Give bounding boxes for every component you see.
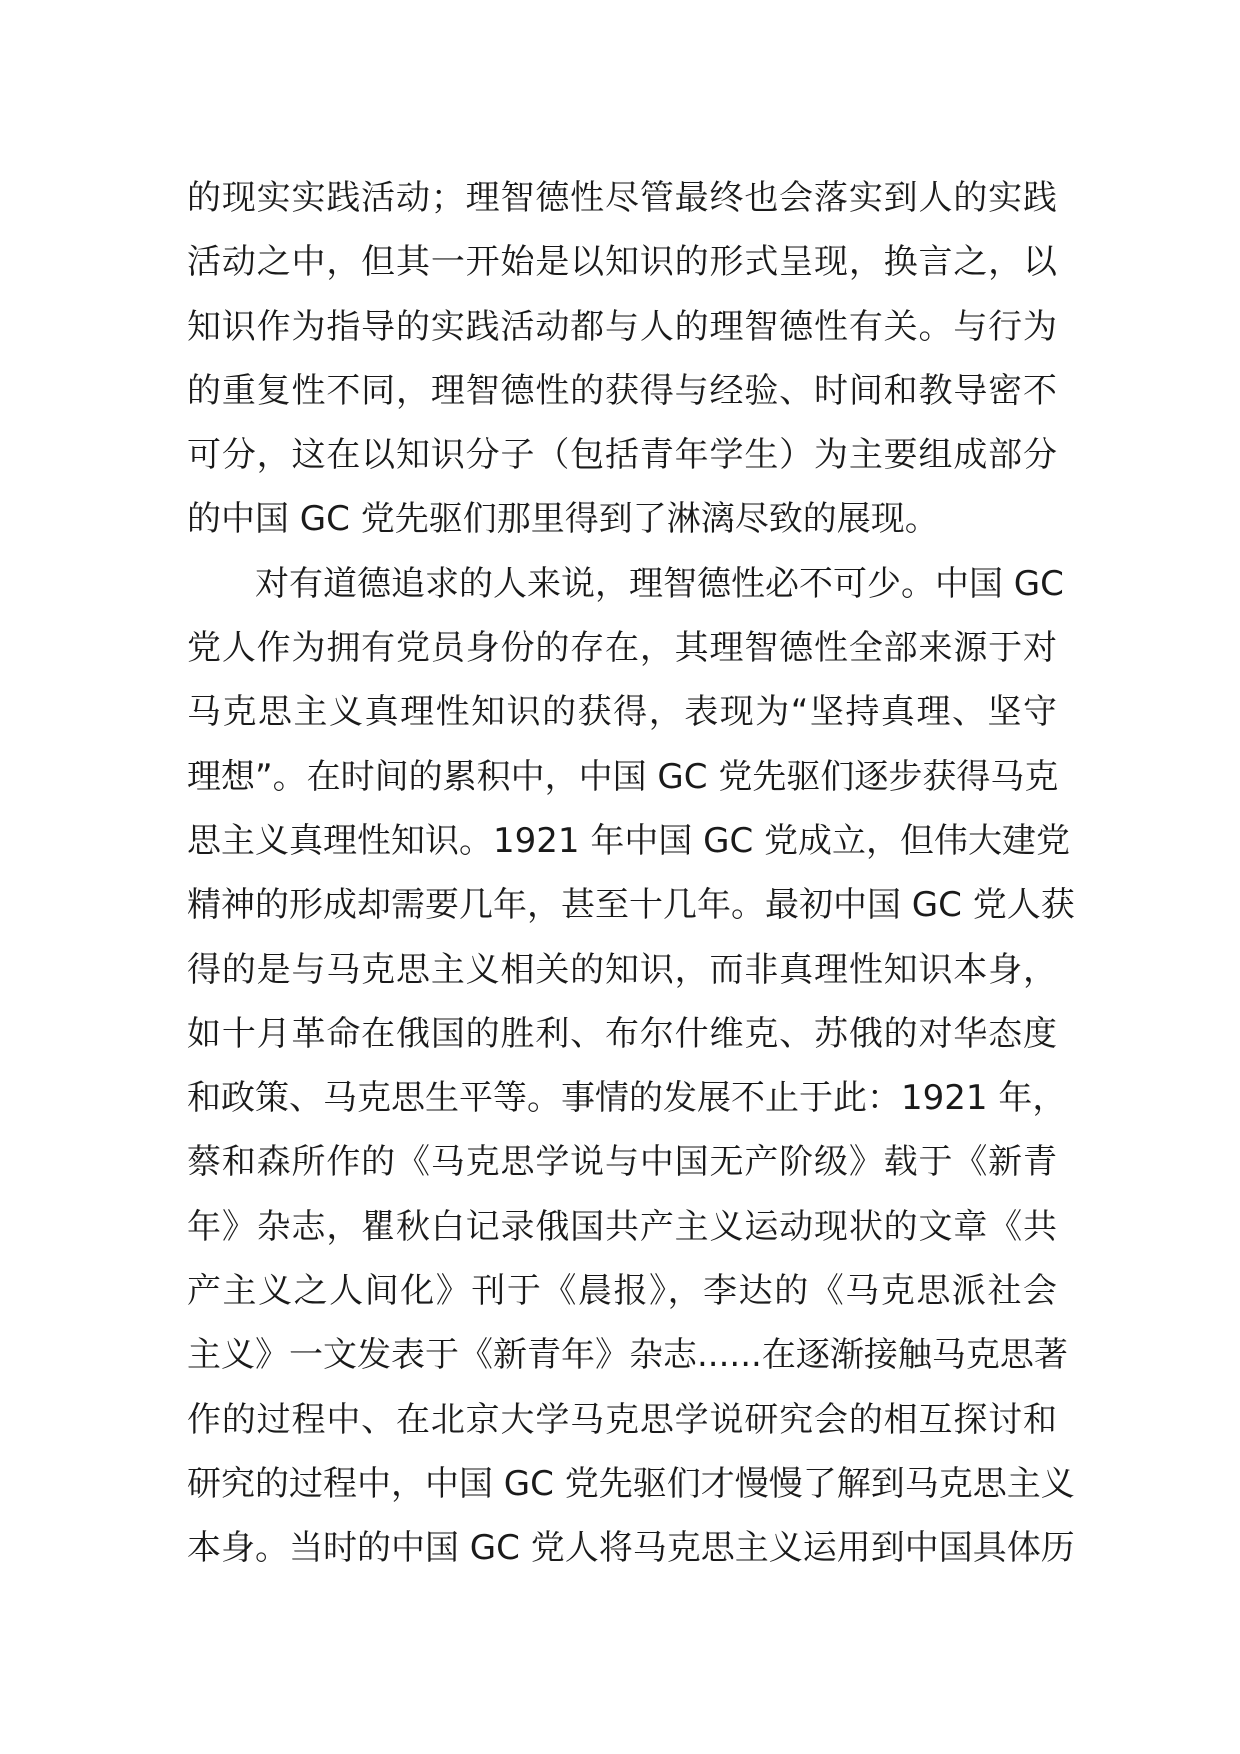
text-line: 的现实实践活动；理智德性尽管最终也会落实到人的实践 <box>187 178 1057 218</box>
text-line: 党人作为拥有党员身份的存在，其理智德性全部来源于对 <box>187 628 1057 669</box>
text-line: 蔡和森所作的《马克思学说与中国无产阶级》载于《新青 <box>187 1142 1057 1183</box>
text-line: 的中国 GC 党先驱们那里得到了淋漓尽致的展现。 <box>187 499 939 540</box>
text-line: 理想”。在时间的累积中，中国 GC 党先驱们逐步获得马克 <box>187 756 1059 797</box>
text-line: 和政策、马克思生平等。事情的发展不止于此：1921 年， <box>187 1078 1067 1119</box>
text-line: 对有道德追求的人来说，理智德性必不可少。中国 GC <box>255 563 1064 604</box>
text-line: 主义》一文发表于《新青年》杂志......在逐渐接触马克思著 <box>187 1335 1068 1376</box>
text-line: 产主义之人间化》刊于《晨报》，李达的《马克思派社会 <box>187 1271 1057 1312</box>
text-line: 如十月革命在俄国的胜利、布尔什维克、苏俄的对华态度 <box>187 1013 1057 1054</box>
text-line: 年》杂志，瞿秋白记录俄国共产主义运动现状的文章《共 <box>187 1206 1057 1247</box>
text-line: 本身。当时的中国 GC 党人将马克思主义运用到中国具体历 <box>187 1528 1075 1569</box>
text-line: 活动之中，但其一开始是以知识的形式呈现，换言之，以 <box>187 242 1057 283</box>
text-line: 知识作为指导的实践活动都与人的理智德性有关。与行为 <box>187 306 1057 347</box>
text-line: 马克思主义真理性知识的获得，表现为“坚持真理、坚守 <box>187 692 1057 733</box>
body-text <box>187 166 1075 1581</box>
text-line: 思主义真理性知识。1921 年中国 GC 党成立，但伟大建党 <box>187 820 1071 861</box>
text-line: 精神的形成却需要几年，甚至十几年。最初中国 GC 党人获 <box>187 885 1075 926</box>
text-line: 得的是与马克思主义相关的知识，而非真理性知识本身， <box>187 949 1057 990</box>
text-line: 可分，这在以知识分子（包括青年学生）为主要组成部分 <box>187 435 1057 476</box>
text-line: 研究的过程中，中国 GC 党先驱们才慢慢了解到马克思主义 <box>187 1463 1075 1504</box>
text-line: 作的过程中、在北京大学马克思学说研究会的相互探讨和 <box>187 1399 1057 1440</box>
text-line: 的重复性不同，理智德性的获得与经验、时间和教导密不 <box>187 370 1057 411</box>
